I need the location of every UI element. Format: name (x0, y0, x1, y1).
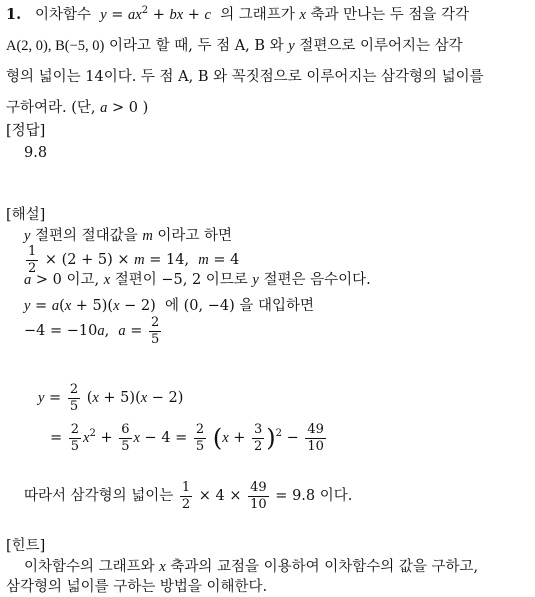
solution-line-5: −4 = −10a, a = $\frac{2}{5}$ (24, 315, 160, 347)
solution-text: 에 (0, −4) 을 대입하면 (165, 298, 315, 314)
solution-text: 이다. (319, 488, 353, 505)
problem-text: 구하여라. (단, (6, 100, 96, 116)
solution-line-3: a > 0 이고, x 절편이 −5, 2 이므로 y 절편은 음수이다. (24, 272, 371, 288)
problem-line-3 (6, 70, 484, 85)
solution-text: 절편이 −5, 2 이므로 (114, 272, 248, 288)
problem-line-1: 1. 이차함수 $y = ax^2$ + bx + c 의 그래프가 x 축과 만나는 두 점을 각각 (6, 5, 470, 23)
equation-line-1: y = $\frac{2}{5}$ (x + 5)(x − 2) (38, 382, 184, 414)
solution-line-2: $\frac{1}{2}$ × (2 + 5) × m = 14, m = 4 (28, 244, 240, 276)
problem-text: 이차함수 (34, 7, 91, 23)
problem-text: 의 그래프가 (220, 7, 295, 23)
solution-text: 절편의 절대값을 (35, 228, 138, 244)
solution-text: 절편은 음수이다. (263, 272, 371, 288)
fraction-half: $\frac{1}{2}$ (181, 480, 191, 512)
hint-text: 이차함수의 그래프와 (24, 559, 155, 575)
fraction-two-fifths: $\frac{2}{5}$ (195, 422, 205, 454)
hint-heading: [힌트] (6, 538, 46, 554)
solution-text: 이라고 하면 (157, 228, 233, 244)
solution-line-4: y = a(x + 5)(x − 2) 에 (0, −4) 을 대입하면 (24, 298, 315, 314)
problem-text: 축과 만나는 두 점을 각각 (310, 7, 470, 23)
fraction-49-10: $\frac{49}{10}$ (250, 480, 267, 512)
fraction-two-fifths: $\frac{2}{5}$ (70, 422, 80, 454)
problem-line-4: 구하여라. (단, a > 0 ) (6, 100, 149, 116)
problem-text: 절편으로 이루어지는 삼각 (299, 38, 463, 54)
fraction-six-fifths: $\frac{6}{5}$ (121, 422, 130, 454)
solution-line-1: y 절편의 절대값을 m 이라고 하면 (24, 228, 233, 244)
hint-line-2: 삼각형의 넓이를 구하는 방법을 이해한다. (6, 579, 268, 595)
solution-heading: [해설] (6, 207, 46, 223)
problem-text: 이라고 할 때, 두 점 A, B 와 (109, 38, 284, 54)
fraction-two-fifths: $\frac{2}{5}$ (151, 315, 160, 347)
solution-conclusion: 따라서 삼각형의 넓이는 $\frac{1}{2}$ × 4 × $\frac{49}{10}$ = 9.8 이다. (24, 480, 353, 512)
problem-text: ) (142, 100, 149, 116)
problem-text: 형의 넓이는 14이다. 두 점 A, B 와 꼭짓점으로 이루어지는 삼각형의 넓이를 (6, 69, 484, 85)
fraction-half: $\frac{1}{2}$ (28, 244, 37, 276)
fraction-two-fifths: $\frac{2}{5}$ (69, 382, 79, 414)
problem-number: 1. (6, 6, 22, 23)
equation-line-2: = $\frac{2}{5}$ $x^2$ + $\frac{6}{5}$ x − 4 = $\frac{2}{5}$ (x + $\frac{3}{2}$ )$^2$ − $\frac{49}{10}$ (50, 422, 324, 454)
fraction-three-halves: $\frac{3}{2}$ (254, 422, 263, 454)
answer-value: 9.8 (24, 145, 48, 161)
fraction-49-10: $\frac{49}{10}$ (307, 422, 324, 454)
answer-heading: [정답] (6, 123, 46, 139)
solution-text: 따라서 삼각형의 넓이는 (24, 488, 174, 505)
problem-line-2: A(2, 0), B(−5, 0) 이라고 할 때, 두 점 A, B 와 y 절편으로 이루어지는 삼각 (6, 38, 463, 54)
hint-text: 축과의 교점을 이용하여 이차함수의 값을 구하고, (170, 559, 479, 575)
hint-line-1: 이차함수의 그래프와 x 축과의 교점을 이용하여 이차함수의 값을 구하고, (24, 559, 479, 575)
solution-text: 이고, (66, 272, 100, 288)
